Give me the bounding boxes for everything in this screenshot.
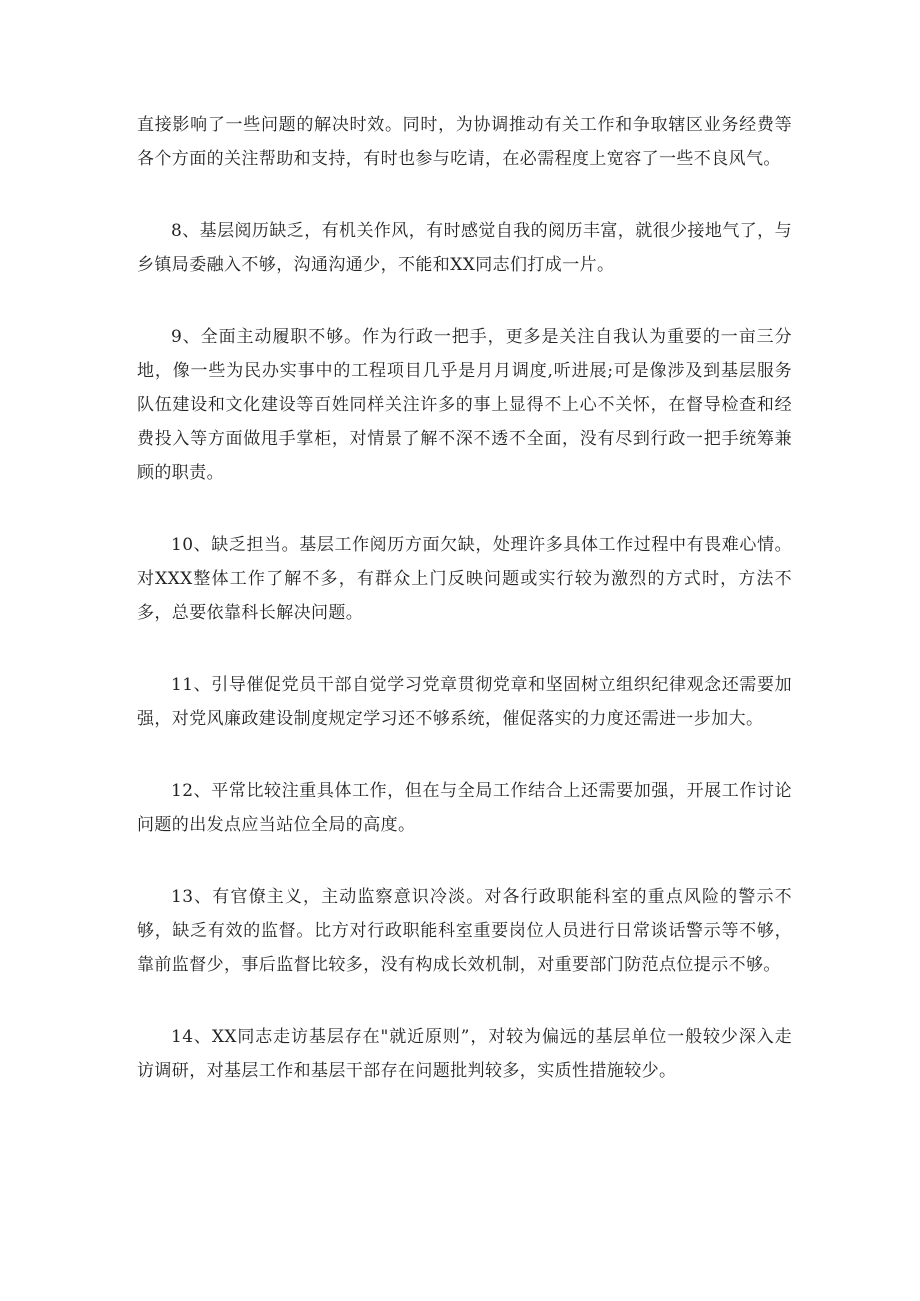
document-page (137, 108, 792, 1088)
paragraph-gap (137, 982, 792, 1020)
paragraph-gap (137, 282, 792, 320)
paragraph-gap (137, 842, 792, 880)
paragraph-continued: 直接影响了一些问题的解决时效。同时，为协调推动有关工作和争取辖区业务经费等各个方面的关注帮助和支持，有时也参与吃请，在必需程度上宽容了一些不良风气。 (137, 115, 792, 169)
paragraph-item-11: 11、引导催促党员干部自觉学习党章贯彻党章和坚固树立组织纪律观念还需要加强，对党风廉政建设制度规定学习还不够系统，催促落实的力度还需进一步加大。 (137, 675, 792, 729)
paragraph-gap (137, 630, 792, 668)
paragraph-gap (137, 176, 792, 214)
paragraph-item-9: 9、全面主动履职不够。作为行政一把手，更多是关注自我认为重要的一亩三分地，像一些为民办实事中的工程项目几乎是月月调度,听进展;可是像涉及到基层服务队伍建设和文化建设等百姓同样关注许多的事上显得不上心不关怀，在督导检查和经费投入等方面做甩手掌柜，对情景了解不深不透不全面，没有尽到行政一把手统筹兼顾的职责。 (137, 327, 792, 483)
paragraph-item-8: 8、基层阅历缺乏，有机关作风，有时感觉自我的阅历丰富，就很少接地气了，与乡镇局委融入不够，沟通沟通少，不能和XX同志们打成一片。 (137, 221, 792, 275)
paragraph-item-13: 13、有官僚主义，主动监察意识冷淡。对各行政职能科室的重点风险的警示不够，缺乏有效的监督。比方对行政职能科室重要岗位人员进行日常谈话警示等不够，靠前监督少，事后监督比较多，没有构成长效机制，对重要部门防范点位提示不够。 (137, 887, 792, 975)
paragraph-item-14: 14、XX同志走访基层存在"就近原则”，对较为偏远的基层单位一般较少深入走访调研，对基层工作和基层干部存在问题批判较多，实质性措施较少。 (137, 1027, 792, 1081)
paragraph-item-12: 12、平常比较注重具体工作，但在与全局工作结合上还需要加强，开展工作讨论问题的出发点应当站位全局的高度。 (137, 781, 792, 835)
paragraph-gap (137, 490, 792, 528)
paragraph-gap (137, 736, 792, 774)
paragraph-item-10: 10、缺乏担当。基层工作阅历方面欠缺，处理许多具体工作过程中有畏难心情。对XXX整体工作了解不多，有群众上门反映问题或实行较为激烈的方式时，方法不多，总要依靠科长解决问题。 (137, 535, 792, 623)
